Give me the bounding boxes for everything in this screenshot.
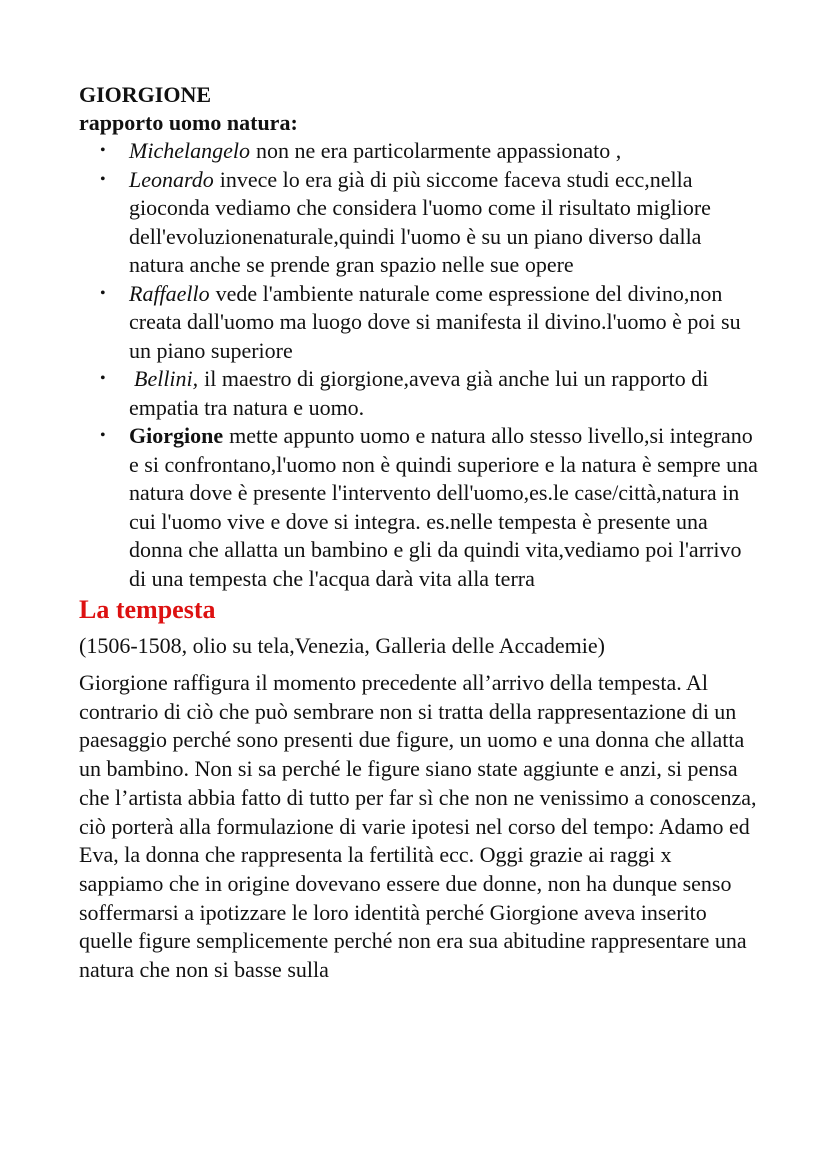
artist-name: Raffaello: [129, 280, 210, 306]
bullet-glyph: •: [100, 370, 106, 387]
artwork-details: (1506-1508, olio su tela,Venezia, Galleria delle Accademie): [79, 633, 605, 658]
section-heading: La tempesta: [79, 595, 216, 624]
bullet-glyph: •: [100, 284, 106, 302]
bullet-list: [79, 137, 759, 593]
list-item: [79, 137, 759, 166]
document-subtitle: rapporto uomo natura:: [79, 110, 298, 135]
list-item: [79, 166, 759, 280]
bullet-glyph: •: [100, 170, 106, 188]
body-paragraph: Giorgione raffigura il momento precedente all’arrivo della tempesta. Al contrario di ciò che può sembrare non si tratta della rappresentazione di un paesaggio perché sono presenti due figure, un uomo e una donna che allatta un bambino. Non si sa perché le figure siano state aggiunte e anzi, si pensa che l’artista abbia fatto di tutto per far sì che non ne venissimo a conoscenza, ciò porterà alla formulazione di varie ipotesi nel corso del tempo: Adamo ed Eva, la donna che rappresenta la fertilità ecc. Oggi grazie ai raggi x sappiamo che in origine dovevano essere due donne, non ha dunque senso soffermarsi a ipotizzare le loro identità perché Giorgione aveva inserito quelle figure semplicemente perché non era sua abitudine rappresentare una natura che non si basse sulla: [79, 670, 757, 983]
artist-name: Bellini,: [134, 366, 199, 391]
bullet-glyph: •: [100, 142, 106, 159]
list-item: [79, 365, 759, 422]
list-item: [79, 280, 759, 366]
list-item: [79, 422, 759, 593]
document-title: GIORGIONE: [79, 82, 212, 107]
list-item-text: invece lo era già di più siccome faceva studi ecc,nella gioconda vediamo che considera l'uomo come il risultato migliore dell'evoluzionenaturale,quindi l'uomo è su un piano diverso dalla natura anche se prende gran spazio nelle sue opere: [129, 166, 711, 277]
artist-name: Leonardo: [129, 166, 214, 192]
document-page: [79, 81, 759, 985]
list-item-text: mette appunto uomo e natura allo stesso livello,si integrano e si confrontano,l'uomo non è quindi superiore e la natura è sempre una natura dove è presente l'intervento dell'uomo,es.le case/città,natura in cui l'uomo vive e dove si integra. es.nelle tempesta è presente una donna che allatta un bambino e gli da quindi vita,vediamo poi l'arrivo di una tempesta che l'acqua darà vita alla terra: [129, 423, 758, 591]
artist-name: Giorgione: [129, 423, 224, 448]
list-item-text: vede l'ambiente naturale come espressione del divino,non creata dall'uomo ma luogo dove si manifesta il divino.l'uomo è poi su un piano superiore: [129, 280, 741, 363]
artist-name: Michelangelo: [129, 138, 250, 163]
list-item-text: il maestro di giorgione,aveva già anche lui un rapporto di empatia tra natura e uomo.: [129, 366, 709, 420]
list-item-text: non ne era particolarmente appassionato ,: [255, 138, 622, 163]
bullet-glyph: •: [100, 427, 106, 444]
